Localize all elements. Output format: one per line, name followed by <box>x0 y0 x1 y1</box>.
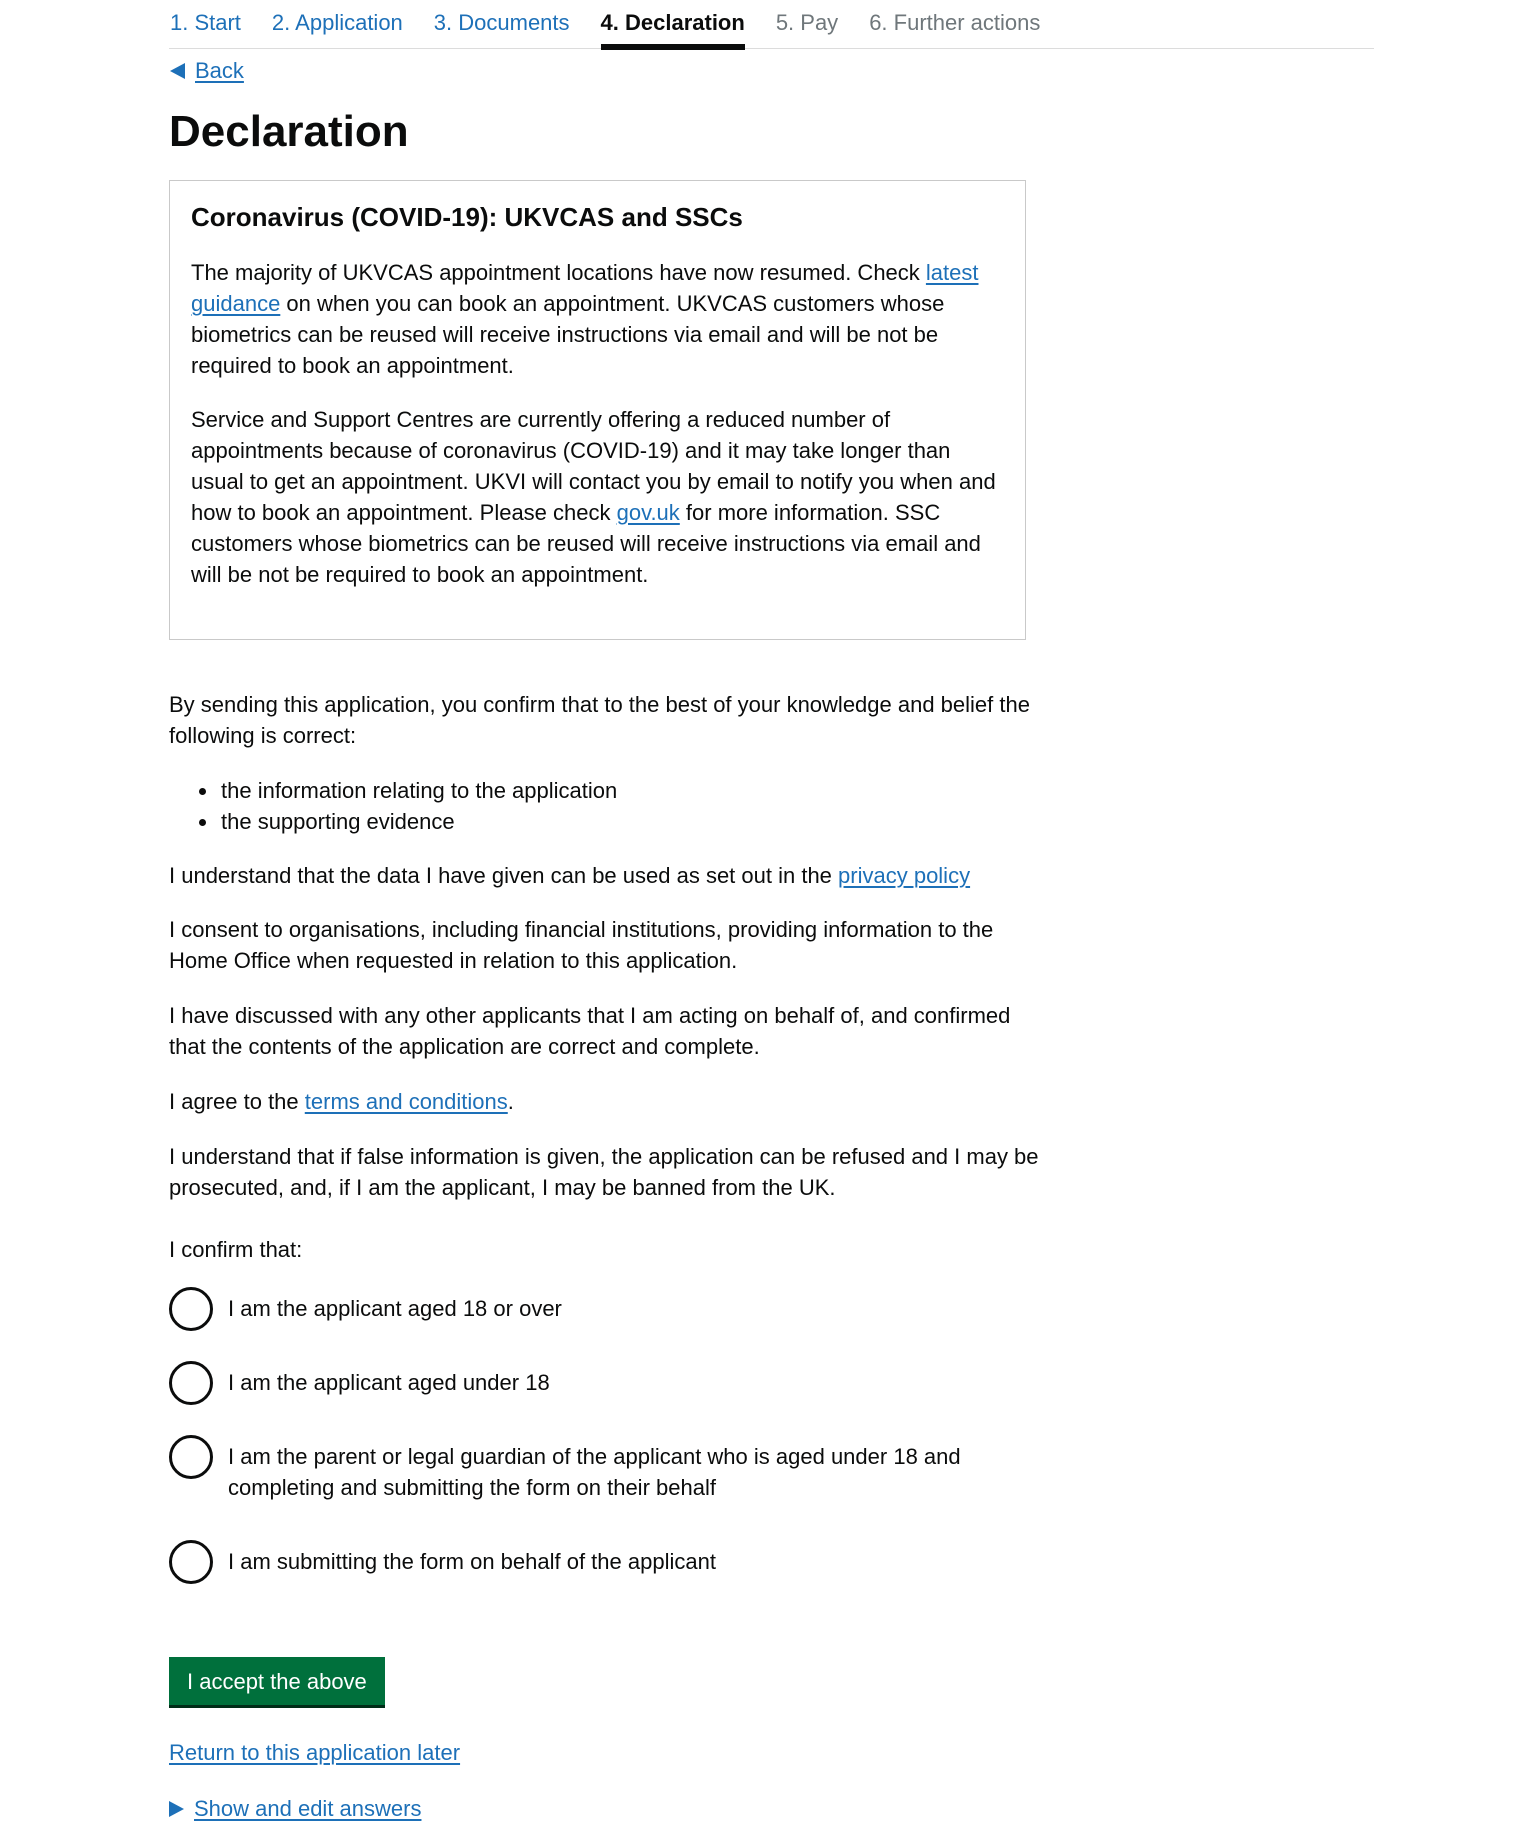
back-link-wrapper <box>170 58 244 84</box>
step-navigation <box>169 0 1374 49</box>
show-edit-answers-link[interactable]: Show and edit answers <box>194 1796 422 1821</box>
radio-button[interactable] <box>169 1540 213 1584</box>
radio-label[interactable]: I am the parent or legal guardian of the applicant who is aged under 18 and completing and submitting the form on their behalf <box>228 1444 961 1500</box>
back-link[interactable]: Back <box>195 58 244 83</box>
disclosure-triangle-icon[interactable] <box>169 1801 184 1817</box>
step-pay: 5. Pay <box>775 10 839 35</box>
radio-label[interactable]: I am submitting the form on behalf of the applicant <box>228 1549 716 1574</box>
step-start[interactable]: 1. Start <box>170 10 241 35</box>
consent-statement: I consent to organisations, including financial institutions, providing information to the Home Office when requested in relation to this application. <box>169 917 994 973</box>
data-usage-text: I understand that the data I have given can be used as set out in the <box>169 863 839 888</box>
radio-label[interactable]: I am the applicant aged under 18 <box>228 1370 550 1395</box>
accept-button[interactable]: I accept the above <box>169 1657 385 1705</box>
notice-p2-text-after: for more information. SSC customers whose biometrics can be reused will receive instructions via email and will be not be required to book an appointment. <box>191 500 981 587</box>
terms-statement <box>169 1086 1039 1117</box>
privacy-policy-link[interactable]: privacy policy <box>838 863 971 888</box>
terms-text-before: I agree to the <box>169 1089 305 1114</box>
confirm-label: I confirm that: <box>169 1237 303 1262</box>
list-item: • the information relating to the application <box>219 775 617 806</box>
terms-text-after: . <box>507 1089 514 1114</box>
radio-label[interactable]: I am the applicant aged 18 or over <box>228 1296 562 1321</box>
notice-paragraph-2 <box>191 404 1004 590</box>
notice-p2-text-before: Service and Support Centres are currently offering a reduced number of appointments because of coronavirus (COVID-19) and it may take longer than usual to get an appointment. UKVI will contact you by email to notify you when and how to book an appointment. Please check <box>191 407 996 525</box>
data-usage-statement <box>169 860 1039 891</box>
step-documents[interactable]: 3. Documents <box>433 10 570 35</box>
show-answers-details[interactable] <box>169 1796 421 1822</box>
radio-option-on-behalf[interactable] <box>169 1540 1028 1584</box>
terms-and-conditions-link[interactable]: terms and conditions <box>304 1089 508 1114</box>
page-title: Declaration <box>169 107 409 156</box>
discussed-statement: I have discussed with any other applicants that I am acting on behalf of, and confirmed that the contents of the application are correct and complete. <box>169 1003 1011 1059</box>
notice-paragraph-1 <box>191 257 1004 381</box>
radio-button[interactable] <box>169 1361 213 1405</box>
radio-option-minor-applicant[interactable] <box>169 1361 1028 1405</box>
main-container <box>169 0 1374 1821</box>
step-application[interactable]: 2. Application <box>271 10 403 35</box>
notice-p1-text-before: The majority of UKVCAS appointment locations have now resumed. Check <box>191 260 926 285</box>
radio-button[interactable] <box>169 1287 213 1331</box>
declaration-bullet-list <box>169 775 617 837</box>
radio-option-adult-applicant[interactable] <box>169 1287 1028 1331</box>
notice-title: Coronavirus (COVID-19): UKVCAS and SSCs <box>191 202 743 232</box>
covid-notice-panel <box>169 180 1026 640</box>
declaration-intro: By sending this application, you confirm that to the best of your knowledge and belief the following is correct: <box>169 692 1030 748</box>
gov-uk-link[interactable]: gov.uk <box>616 500 680 525</box>
latest-guidance-link[interactable]: latest guidance <box>191 260 979 316</box>
return-later-link[interactable]: Return to this application later <box>169 1740 461 1765</box>
radio-button[interactable] <box>169 1435 213 1479</box>
back-arrow-icon <box>170 63 185 79</box>
radio-option-parent-guardian[interactable] <box>169 1435 1028 1503</box>
false-information-statement: I understand that if false information is given, the application can be refused and I may be prosecuted, and, if I am the applicant, I may be banned from the UK. <box>169 1144 1039 1200</box>
notice-p1-text-after: on when you can book an appointment. UKVCAS customers whose biometrics can be reused will receive instructions via email and will be not be required to book an appointment. <box>191 291 945 378</box>
step-further-actions: 6. Further actions <box>869 10 1041 35</box>
step-declaration: 4. Declaration <box>601 0 745 47</box>
list-item: • the supporting evidence <box>219 806 617 837</box>
